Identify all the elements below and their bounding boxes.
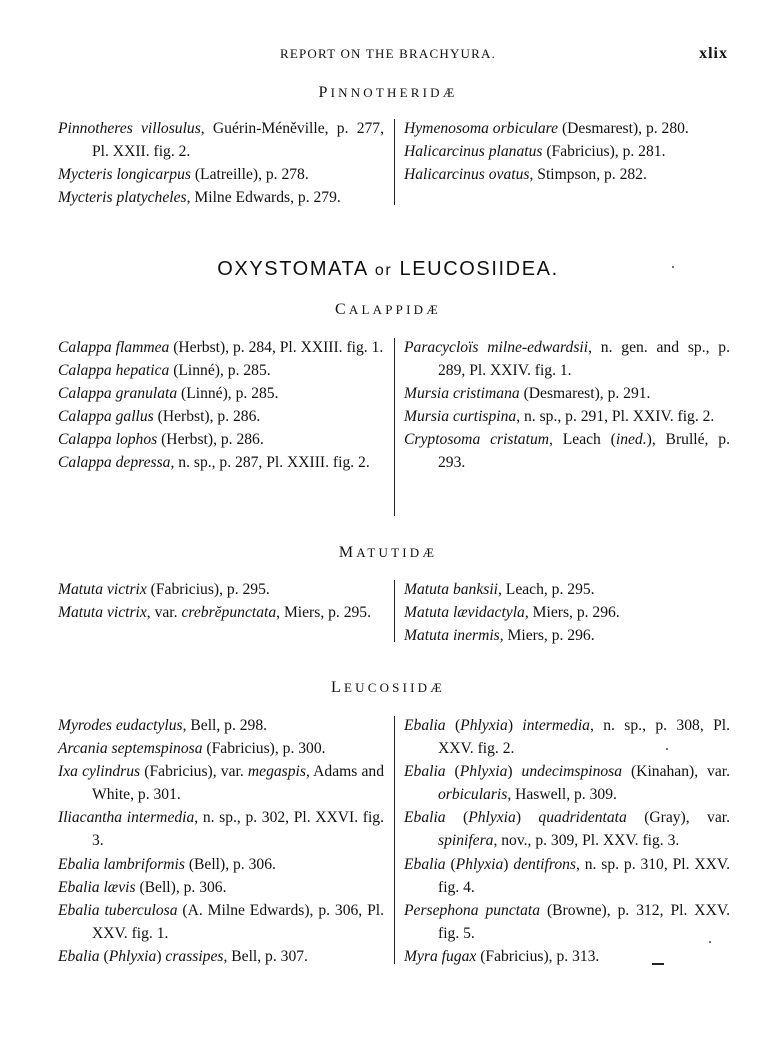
species-entry: Ebalia tuberculosa (A. Milne Edwards), p. 306, Pl. XXV. fig. 1. xyxy=(58,901,384,942)
species-entry: Myra fugax (Fabricius), p. 313. xyxy=(404,947,600,965)
species-entry: Iliacantha intermedia, n. sp., p. 302, Pl. XXVI. fig. 3. xyxy=(58,809,384,850)
species-entry: Matuta inermis, Miers, p. 296. xyxy=(404,627,595,645)
species-entry: Calappa depressa, n. sp., p. 287, Pl. XXIII. fig. 2. xyxy=(58,454,370,472)
leucosiidae-left-column xyxy=(58,714,384,968)
species-entry: Ebalia lævis (Bell), p. 306. xyxy=(58,878,227,896)
family-rest: ATUTIDÆ xyxy=(356,545,438,560)
species-entry: Mycteris longicarpus (Latreille), p. 278. xyxy=(58,166,309,184)
column-rule xyxy=(394,580,395,642)
column-rule xyxy=(394,119,395,205)
species-entry: Ebalia (Phlyxia) dentifrons, n. sp. p. 310, Pl. XXV. fig. 4. xyxy=(404,855,731,896)
running-title: REPORT ON THE BRACHYURA. xyxy=(279,46,497,61)
family-heading-matutidae xyxy=(0,544,776,562)
species-entry: Calappa flammea (Herbst), p. 284, Pl. XXIII. fig. 1. xyxy=(58,339,384,356)
leucosiidae-right-column xyxy=(404,714,730,968)
matutidae-left-column xyxy=(58,578,384,624)
family-heading-calappidae xyxy=(0,301,776,319)
calappidae-right-column xyxy=(404,336,730,475)
page-number: xlix xyxy=(699,45,728,62)
species-entry: Mursia cristimana (Desmarest), p. 291. xyxy=(404,385,651,403)
section-title-or: or xyxy=(374,262,393,279)
family-initial: L xyxy=(330,679,344,696)
print-speck xyxy=(709,941,711,943)
family-heading-pinnotheridae xyxy=(0,84,776,102)
calappidae-left-column xyxy=(58,336,384,475)
family-rest: INNOTHERIDÆ xyxy=(330,85,458,100)
family-initial: C xyxy=(335,301,349,318)
print-speck xyxy=(672,266,674,268)
matutidae-columns xyxy=(58,578,730,650)
species-entry: Halicarcinus ovatus, Stimpson, p. 282. xyxy=(404,166,647,184)
section-title-alt: LEUCOSIIDEA. xyxy=(399,258,559,280)
print-dash xyxy=(652,963,664,965)
matutidae-right-column xyxy=(404,578,730,647)
species-entry: Ebalia lambriformis (Bell), p. 306. xyxy=(58,855,276,873)
species-entry: Mursia curtispina, n. sp., p. 291, Pl. XXIV. fig. 2. xyxy=(404,408,715,426)
print-speck xyxy=(666,748,668,750)
species-entry: Ebalia (Phlyxia) crassipes, Bell, p. 307. xyxy=(58,947,308,965)
calappidae-columns xyxy=(58,336,730,526)
species-entry: Cryptosoma cristatum, Leach (ined.), Brullé, p. 293. xyxy=(404,431,730,472)
species-entry: Ebalia (Phlyxia) quadridentata (Gray), var. spinifera, nov., p. 309, Pl. XXV. fig. 3. xyxy=(404,809,730,850)
column-rule xyxy=(394,338,395,516)
species-entry: Calappa gallus (Herbst), p. 286. xyxy=(58,408,261,426)
species-entry: Arcania septemspinosa (Fabricius), p. 300. xyxy=(58,740,326,758)
species-entry: Matuta banksii, Leach, p. 295. xyxy=(404,581,595,598)
column-rule xyxy=(394,716,395,964)
section-title-oxystomata xyxy=(0,258,776,281)
species-entry: Halicarcinus planatus (Fabricius), p. 281. xyxy=(404,143,666,161)
species-entry: Matuta victrix (Fabricius), p. 295. xyxy=(58,581,270,598)
species-entry: Calappa hepatica (Linné), p. 285. xyxy=(58,362,271,380)
species-entry: Ixa cylindrus (Fabricius), var. megaspis, Adams and White, p. 301. xyxy=(58,763,384,804)
species-entry: Myrodes eudactylus, Bell, p. 298. xyxy=(58,717,268,734)
species-entry: Hymenosoma orbiculare (Desmarest), p. 280. xyxy=(404,120,689,137)
family-rest: EUCOSIIDÆ xyxy=(343,680,445,695)
species-entry: Ebalia (Phlyxia) undecimspinosa (Kinahan), var. orbicularis, Haswell, p. 309. xyxy=(404,763,731,804)
running-head xyxy=(0,46,776,66)
species-entry: Calappa granulata (Linné), p. 285. xyxy=(58,385,279,403)
section-title-main: OXYSTOMATA xyxy=(217,258,368,280)
species-entry: Paracycloïs milne-edwardsii, n. gen. and sp., p. 289, Pl. XXIV. fig. 1. xyxy=(404,339,731,380)
family-initial: P xyxy=(318,84,331,101)
species-entry: Matuta lævidactyla, Miers, p. 296. xyxy=(404,604,620,622)
species-entry: Pinnotheres villosulus, Guérin-Méněville, p. 277, Pl. XXII. fig. 2. xyxy=(58,120,384,161)
species-entry: Ebalia (Phlyxia) intermedia, n. sp., p. 308, Pl. XXV. fig. 2. xyxy=(404,717,730,758)
species-entry: Persephona punctata (Browne), p. 312, Pl. XXV. fig. 5. xyxy=(404,901,730,942)
family-heading-leucosiidae xyxy=(0,679,776,697)
family-initial: M xyxy=(338,544,357,561)
species-entry: Mycteris platycheles, Milne Edwards, p. 279. xyxy=(58,189,341,207)
leucosiidae-columns xyxy=(58,714,730,974)
pinnotheridae-right-column xyxy=(404,117,730,186)
pinnotheridae-columns xyxy=(58,117,730,213)
species-entry: Calappa lophos (Herbst), p. 286. xyxy=(58,431,264,449)
species-entry: Matuta victrix, var. crebrĕpunctata, Miers, p. 295. xyxy=(58,604,371,622)
pinnotheridae-left-column xyxy=(58,117,384,209)
family-rest: ALAPPIDÆ xyxy=(348,302,441,317)
